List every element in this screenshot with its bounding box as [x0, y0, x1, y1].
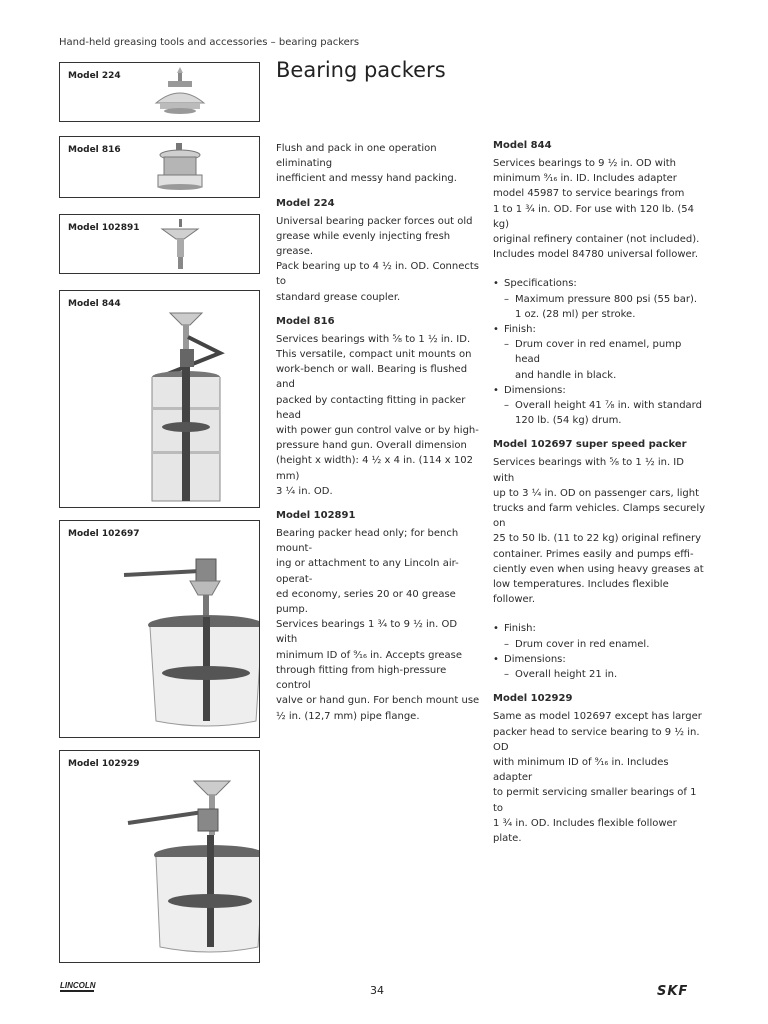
body-line: ciently even when using heavy greases at — [493, 563, 704, 575]
intro-line: inefficient and messy hand packing. — [276, 173, 457, 185]
figure-label: Model 102697 — [68, 529, 140, 539]
spec-item: – Overall height 41 ⁷⁄₈ in. with standard — [493, 398, 708, 413]
figure-model-102929 — [59, 750, 260, 963]
figure-model-224 — [59, 62, 260, 122]
body-line: ed economy, series 20 or 40 grease pump. — [276, 588, 456, 616]
model-102697-heading: Model 102697 super speed packer — [493, 439, 687, 451]
body-line: Services bearings 1 ¾ to 9 ½ in. OD with — [276, 619, 458, 646]
body-line: Services bearings with ⁵⁄₈ to 1 ½ in. ID. — [276, 333, 471, 345]
model-844-heading: Model 844 — [493, 140, 552, 151]
bearing-packer-102929-image — [60, 751, 259, 962]
breadcrumb: Hand-held greasing tools and accessories – bearing packers — [59, 37, 360, 48]
bearing-packer-102891-image — [60, 215, 259, 273]
body-line: Bearing packer head only; for bench mount- — [276, 528, 459, 555]
spec-item: – Drum cover in red enamel, pump head — [493, 337, 708, 367]
body-line: standard grease coupler. — [276, 291, 401, 303]
figure-model-102697 — [59, 520, 260, 738]
spec-bullet: • Finish: — [493, 322, 708, 337]
body-line: ½ in. (12,7 mm) pipe flange. — [276, 710, 420, 722]
figure-label: Model 224 — [68, 71, 121, 81]
body-line: through fitting from high-pressure control — [276, 664, 447, 692]
model-102929-heading: Model 102929 — [493, 693, 573, 705]
spec-item: – Maximum pressure 800 psi (55 bar). — [493, 292, 708, 307]
model-224-heading: Model 224 — [276, 197, 335, 209]
model-102891-heading: Model 102891 — [276, 510, 356, 522]
body-line: Same as model 102697 except has larger — [493, 711, 702, 723]
body-line: pressure hand gun. Overall dimension — [276, 440, 467, 452]
spec-item-cont: 120 lb. (54 kg) drum. — [515, 415, 622, 427]
lincoln-logo-text: LINCOLN — [60, 981, 96, 990]
skf-logo: SKF — [657, 984, 689, 999]
body-line: Universal bearing packer forces out old — [276, 215, 473, 227]
body-line: valve or hand gun. For bench mount use — [276, 695, 480, 707]
body-line: to permit servicing smaller bearings of 1 to — [493, 787, 697, 814]
bearing-packer-224-image — [60, 63, 259, 121]
body-line: original refinery container (not included). — [493, 234, 700, 246]
figure-label: Model 816 — [68, 145, 121, 155]
body-line: 25 to 50 lb. (11 to 22 kg) original refinery — [493, 533, 702, 545]
figure-model-816 — [59, 136, 260, 198]
body-line: container. Primes easily and pumps effi- — [493, 548, 694, 560]
spec-bullet: • Specifications: — [493, 276, 708, 291]
model-816-heading: Model 816 — [276, 315, 335, 327]
body-line: 1 to 1 ¾ in. OD. For use with 120 lb. (54 kg) — [493, 203, 695, 230]
body-line: grease while evenly injecting fresh grease. — [276, 230, 451, 258]
body-line: minimum ID of ⁹⁄₁₆ in. Accepts grease — [276, 649, 462, 661]
bearing-packer-102697-image — [60, 521, 259, 737]
bearing-packer-844-image — [60, 291, 259, 507]
body-line: 3 ¼ in. OD. — [276, 485, 333, 497]
body-line: This versatile, compact unit mounts on — [276, 349, 472, 361]
body-line: 1 ¾ in. OD. Includes flexible follower plate. — [493, 817, 677, 844]
spec-item: – Overall height 21 in. — [493, 667, 708, 682]
page-title: Bearing packers — [276, 58, 446, 82]
body-line: Includes model 84780 universal follower. — [493, 249, 699, 261]
figure-model-102891 — [59, 214, 260, 274]
body-line: Services bearings with ⁵⁄₈ to 1 ½ in. ID with — [493, 457, 684, 484]
figure-model-844 — [59, 290, 260, 508]
body-line: packer head to service bearing to 9 ½ in. OD — [493, 726, 700, 753]
body-line: ing or attachment to any Lincoln air-operat- — [276, 558, 459, 585]
body-line: model 45987 to service bearings from — [493, 188, 685, 200]
bearing-packer-816-image — [60, 137, 259, 197]
spec-bullet: • Dimensions: — [493, 652, 708, 667]
spec-item-cont: 1 oz. (28 ml) per stroke. — [515, 308, 636, 320]
body-line: with minimum ID of ⁹⁄₁₆ in. Includes adapter — [493, 756, 669, 784]
figure-label: Model 102929 — [68, 759, 140, 769]
intro-line: Flush and pack in one operation eliminating — [276, 143, 437, 170]
text-column-1 — [276, 141, 481, 724]
spec-item: – Drum cover in red enamel. — [493, 637, 708, 652]
body-line: with power gun control valve or by high- — [276, 425, 479, 437]
spec-bullet: • Finish: — [493, 621, 708, 636]
spec-item-cont: and handle in black. — [515, 369, 617, 381]
body-line: (height x width): 4 ½ x 4 in. (114 x 102 mm) — [276, 455, 473, 482]
body-line: low temperatures. Includes flexible follower. — [493, 579, 669, 606]
lincoln-logo — [58, 978, 98, 994]
body-line: work-bench or wall. Bearing is flushed and — [276, 364, 468, 391]
body-line: Services bearings to 9 ½ in. OD with — [493, 158, 677, 169]
text-column-2 — [493, 138, 708, 846]
body-line: Pack bearing up to 4 ½ in. OD. Connects to — [276, 261, 480, 288]
figure-label: Model 102891 — [68, 223, 140, 233]
body-line: trucks and farm vehicles. Clamps securely on — [493, 503, 706, 530]
page-number: 34 — [370, 984, 384, 997]
body-line: packed by contacting fitting in packer head — [276, 394, 466, 421]
body-line: up to 3 ¼ in. OD on passenger cars, light — [493, 487, 699, 499]
spec-bullet: • Dimensions: — [493, 383, 708, 398]
body-line: minimum ⁹⁄₁₆ in. ID. Includes adapter — [493, 173, 677, 185]
figure-label: Model 844 — [68, 299, 121, 309]
